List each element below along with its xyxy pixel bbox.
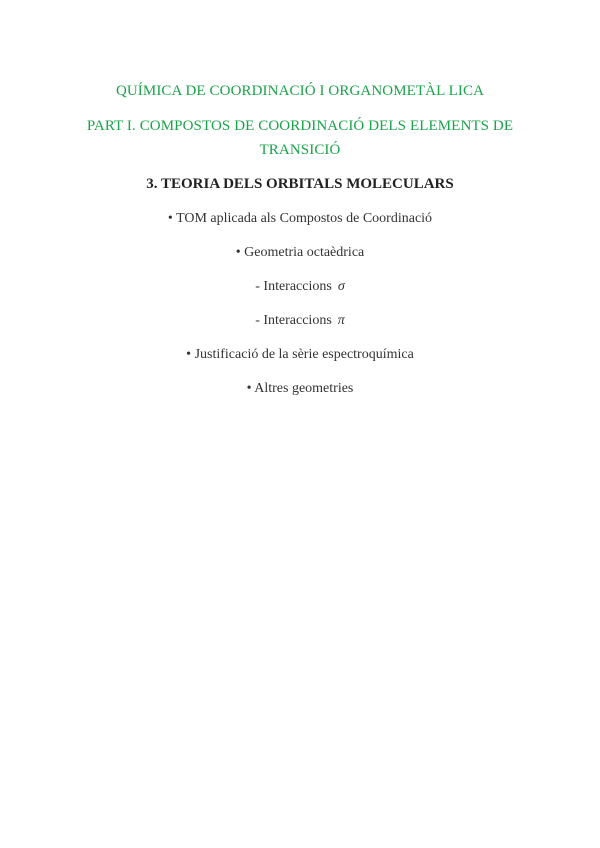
list-item-tom: • TOM aplicada als Compostos de Coordinació <box>167 211 433 226</box>
course-title: QUÍMICA DE COORDINACIÓ I ORGANOMETÀL LICA <box>115 83 485 99</box>
sub-item-pi <box>0 313 600 329</box>
list-item-other-geometries: • Altres geometries <box>246 381 354 396</box>
pi-symbol: π <box>337 313 345 328</box>
sub-item-sigma <box>0 279 600 295</box>
part-title-line-1: PART I. COMPOSTOS DE COORDINACIÓ DELS ELEMENTS DE <box>86 118 514 134</box>
sub-item-sigma-label: - Interaccions <box>255 279 332 294</box>
sub-item-pi-label: - Interaccions <box>255 313 332 328</box>
list-item-spectrochemical: • Justificació de la sèrie espectroquímica <box>186 347 414 362</box>
list-item-octahedral: • Geometria octaèdrica <box>235 245 365 260</box>
section-heading: 3. TEORIA DELS ORBITALS MOLECULARS <box>146 176 454 192</box>
part-title-line-2: TRANSICIÓ <box>259 142 341 158</box>
sigma-symbol: σ <box>337 279 345 294</box>
